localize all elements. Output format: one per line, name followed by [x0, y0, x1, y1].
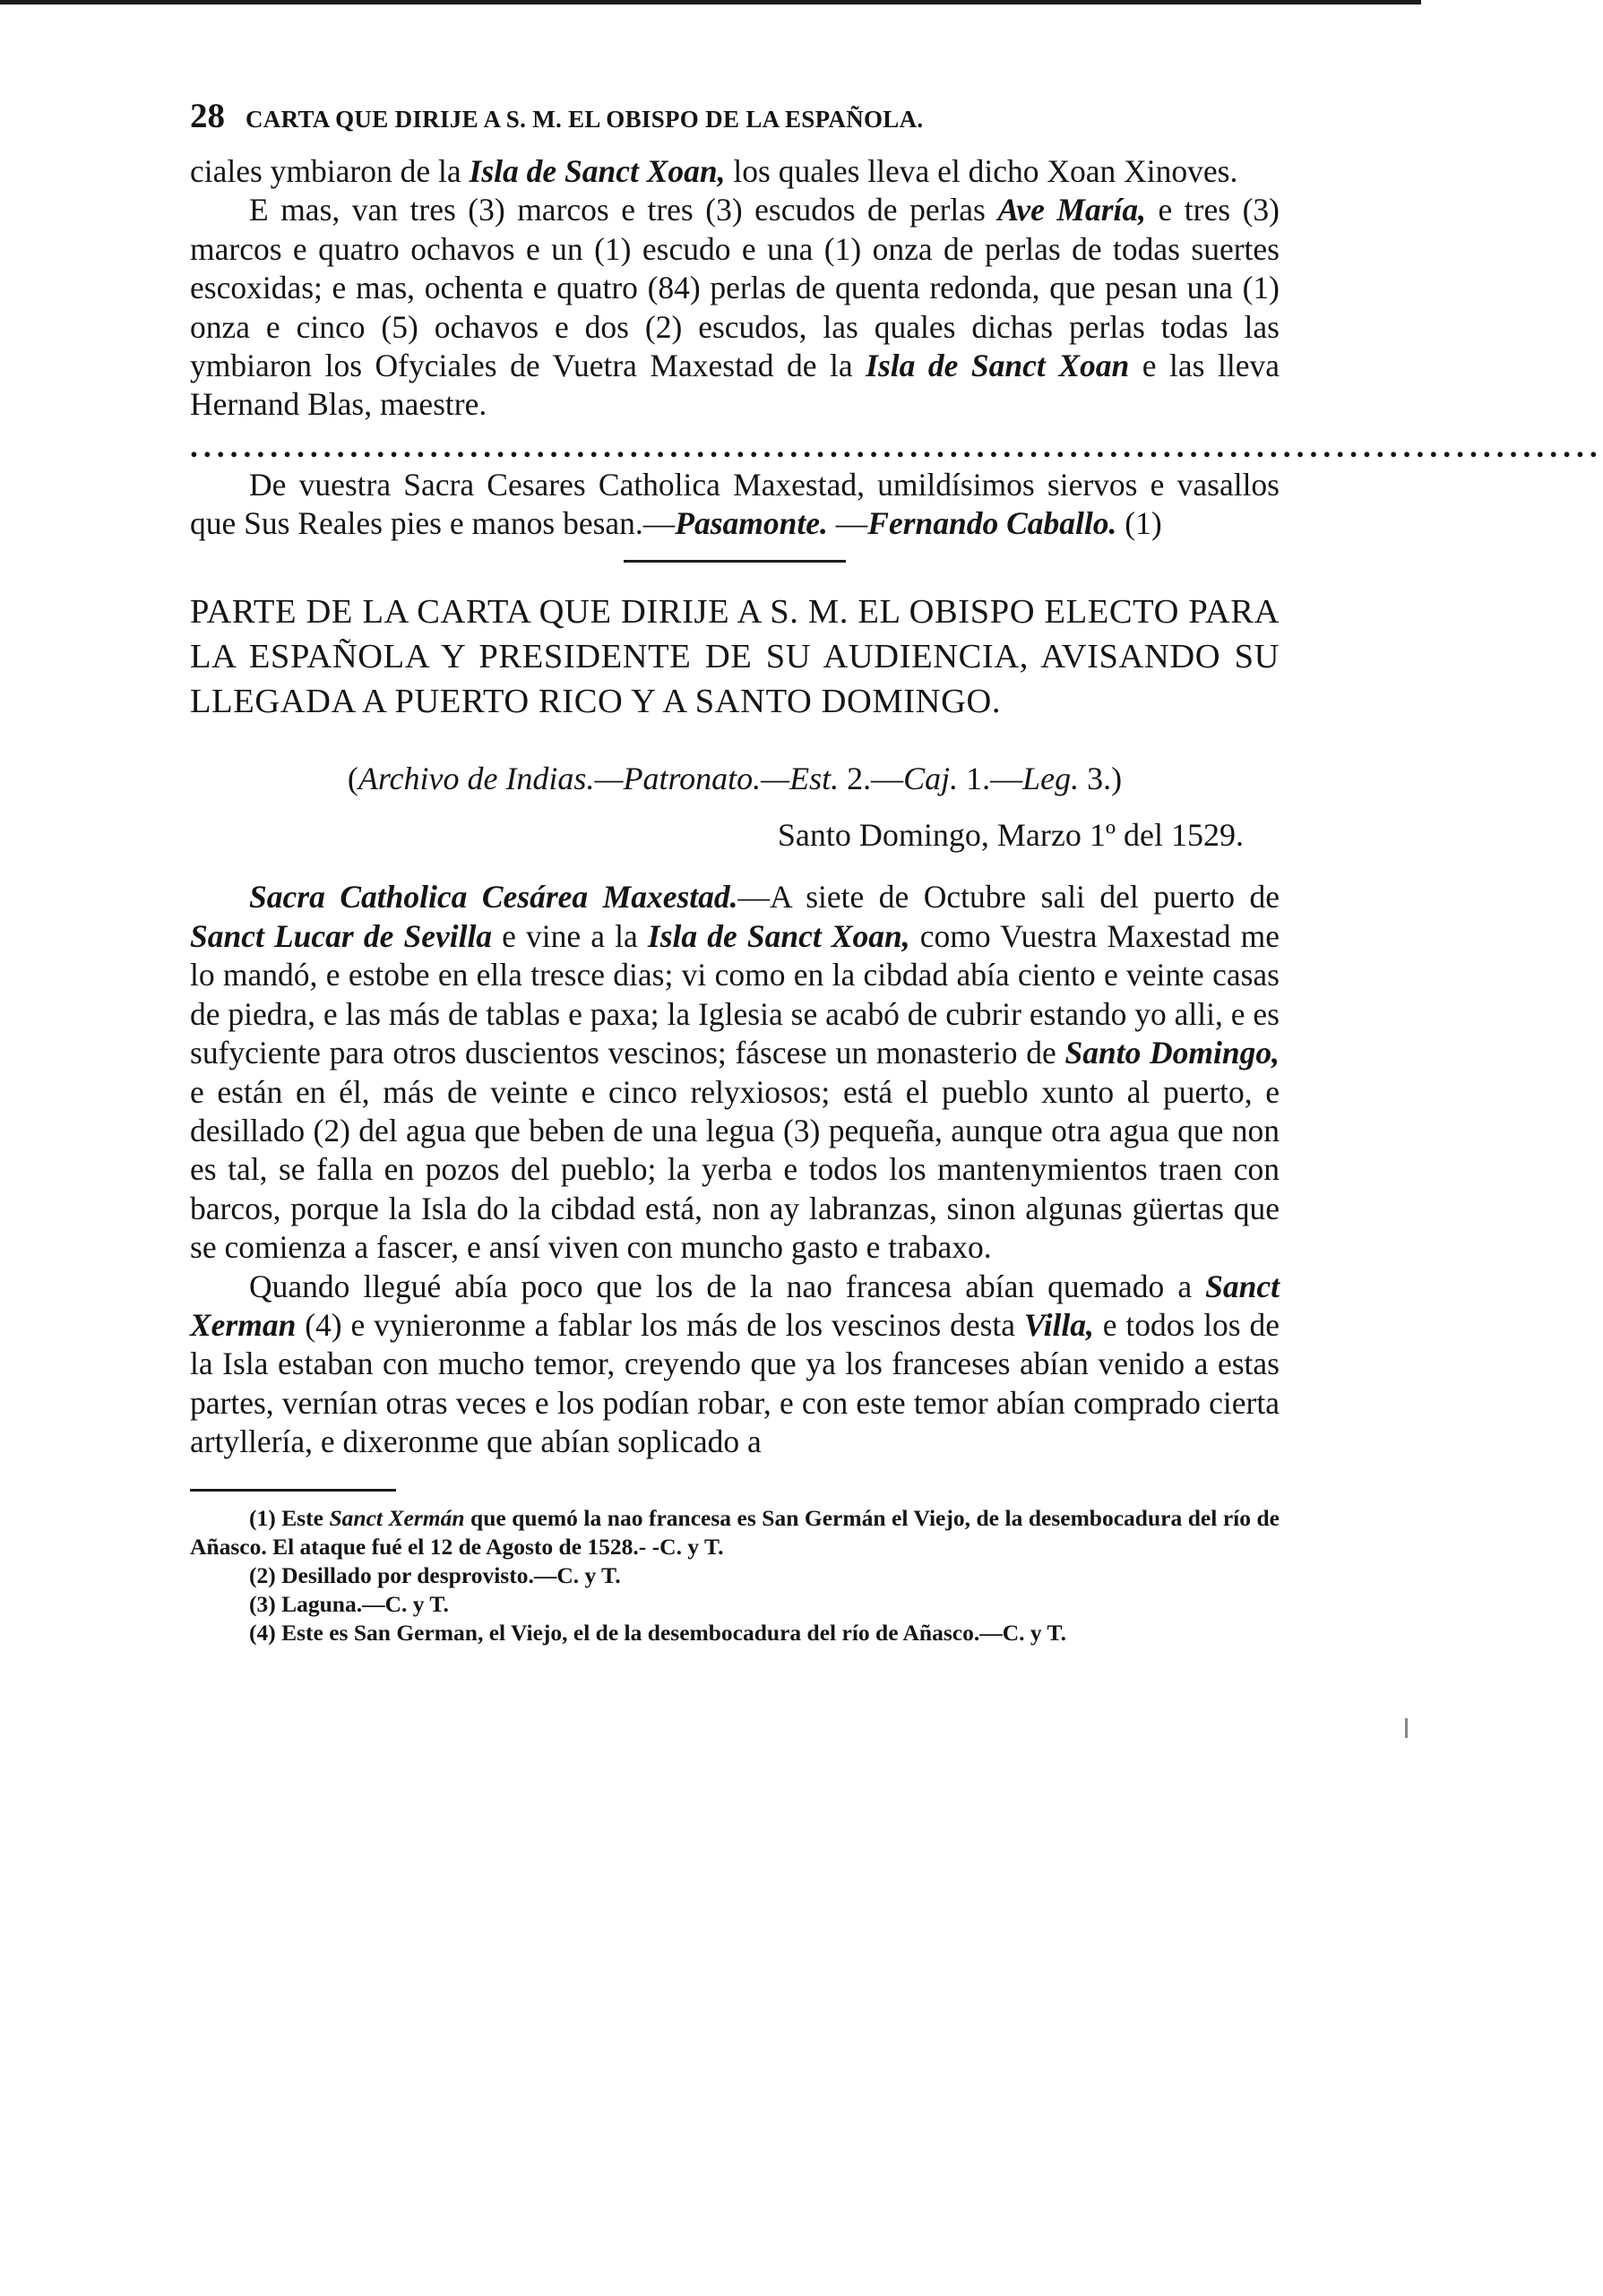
page-body: [190, 97, 1603, 1647]
margin-mark: [1405, 1718, 1408, 1738]
archive-reference: (Archivo de Indias.—Patronato.—Est. 2.—Caj. 1.—Leg. 3.): [347, 760, 1123, 796]
page-header: [190, 97, 1280, 150]
top-rule: [0, 0, 1421, 4]
letter2-paragraph-2: Quando llegué abía poco que los de la nao francesa abían quemado a Sanct Xerman (4) e vynieronme a fablar los más de los vescinos desta Villa, e todos los de la Isla estaban con mucho temor, creyendo que ya los franceses abían venido a estas partes, vernían otras veces e los podían robar, e con este temor abían comprado cierta artyllería, e dixeronme que abían soplicado a: [190, 1268, 1280, 1460]
section-divider: [624, 560, 846, 563]
letter1-closing: De vuestra Sacra Cesares Catholica Maxestad, umildísimos siervos e vasallos que Sus Reales pies e manos besan.—Pasamonte. —Fernando Caballo. (1): [190, 466, 1280, 542]
running-title: CARTA QUE DIRIJE A S. M. EL OBISPO DE LA ESPAÑOLA.: [246, 106, 924, 133]
section-title: PARTE DE LA CARTA QUE DIRIJE A S. M. EL OBISPO ELECTO PARA LA ESPAÑOLA Y PRESIDENTE DE SU AUDIENCIA, AVISANDO SU LLEGADA A PUERTO RICO Y A SANTO DOMINGO.: [190, 592, 1280, 720]
signature-caballo: Fernando Caballo.: [867, 505, 1117, 542]
letter1-paragraph-2: E mas, van tres (3) marcos e tres (3) escudos de perlas Ave María, e tres (3) marcos e quatro ochavos e un (1) escudo e una (1) onza de perlas de todas suertes escoxidas; e mas, ochenta e quatro (84) perlas de quenta redonda, que pesan una (1) onza e cinco (5) ochavos e dos (2) escudos, las quales dichas perlas todas las ymbiaron los Ofyciales de Vuetra Maxestad de la Isla de Sanct Xoan e las lleva Hernand Blas, maestre.: [190, 192, 1280, 423]
place-name: Isla de Sanct Xoan,: [469, 153, 726, 189]
footnote-1: (1) Este Sanct Xermán que quemó la nao francesa es San Germán el Viejo, de la desembocadura del río de Añasco. El ataque fué el 12 de Agosto de 1528.- -C. y T.: [190, 1504, 1280, 1560]
letter1-paragraph-1: ciales ymbiaron de la Isla de Sanct Xoan, los quales lleva el dicho Xoan Xinoves.: [190, 153, 1238, 189]
pearl-type: Ave María,: [997, 192, 1147, 228]
footnote-3: (3) Laguna.—C. y T.: [249, 1590, 449, 1617]
letter2-paragraph-1: Sacra Catholica Cesárea Maxestad.—A siete de Octubre sali del puerto de Sanct Lucar de Sevilla e vine a la Isla de Sanct Xoan, como Vuestra Maxestad me lo mandó, e estobe en ella tresce dias; vi como en la cibdad abía ciento e veinte casas de piedra, e las más de tablas e paxa; la Iglesia se acabó de cubrir estando yo alli, e es sufyciente para otros duscientos vescinos; fáscese un monasterio de Santo Domingo, e están en él, más de veinte e cinco relyxiosos; está el pueblo xunto al puerto, e desillado (2) del agua que beben de una legua (3) pequeña, aunque otra agua que non es tal, se falla en pozos del pueblo; la yerba e todos los mantenymientos traen con barcos, porque la Isla do la cibdad está, non ay labranzas, sinon algunas güertas que se comienza a fascer, e ansí viven con muncho gasto e trabaxo.: [190, 879, 1280, 1266]
footnote-4: (4) Este es San German, el Viejo, el de la desembocadura del río de Añasco.—C. y T.: [249, 1619, 1067, 1646]
place-name: Isla de Sanct Xoan: [866, 348, 1130, 384]
dateline: Santo Domingo, Marzo 1º del 1529.: [777, 817, 1244, 854]
ellipsis-line: ..........................................................................................................: [190, 427, 1603, 464]
footnotes: [190, 1504, 1280, 1647]
footnote-2: (2) Desillado por desprovisto.—C. y T.: [249, 1561, 621, 1588]
page-number: 28: [190, 97, 225, 135]
signature-pasamonte: Pasamonte.: [675, 505, 828, 542]
salutation: Sacra Catholica Cesárea Maxestad.: [249, 879, 738, 916]
footnote-rule: [190, 1489, 396, 1492]
